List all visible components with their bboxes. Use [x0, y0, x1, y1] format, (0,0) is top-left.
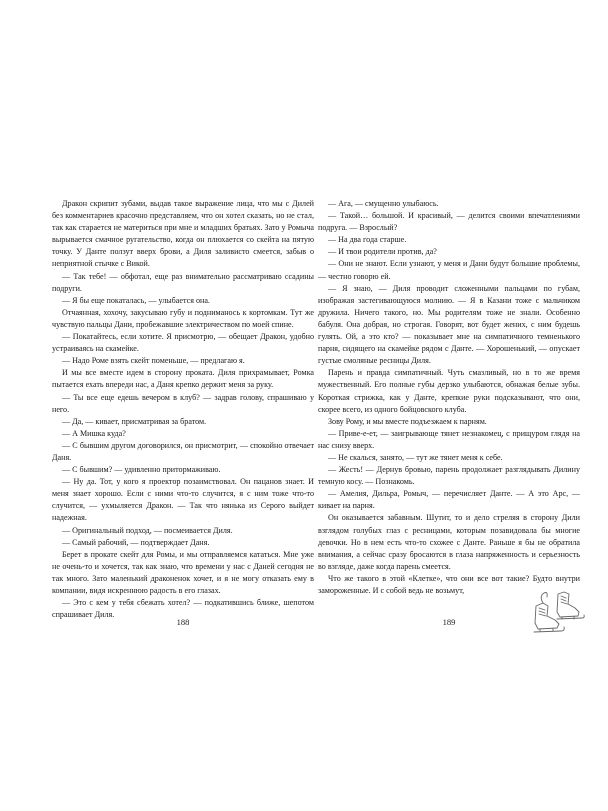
- paragraph: Берет в прокате скейт для Ромы, и мы отправляемся кататься. Мне уже не очень-то и хочется, так как знаю, что времени у нас с Даней сегодня не так много. Зато маленький драконенок хочет, и я не могу отказать ему в компании, видя искреннюю радость в его глазах.: [52, 549, 314, 595]
- paragraph: — С бывшим? — удивленно притормаживаю.: [62, 465, 221, 475]
- paragraph: — И твои родители против, да?: [328, 247, 437, 257]
- paragraph: — Я знаю, — Диля проводит сложенными пальцами по губам, изображая застегивающуюся молнию. — Я в Казани тоже с мальчиком дружила. Ничего такого, но. Мы родителям тоже не знали. Особенно бабуля. Она добрая, но строгая. Говорят, вот будет жених, с ним будешь гулять. Ой, а это кто? — показывает мне на симпатичного темненького парня, сидящего на скамейке рядом с Данте. — Хорошенький, — опускает густые смоляные ресницы Диля.: [318, 283, 580, 366]
- left-page-text: [52, 198, 314, 621]
- paragraph: — Не скалься, занято, — тут же тянет меня к себе.: [328, 452, 503, 462]
- paragraph: — На два года старше.: [328, 235, 407, 245]
- paragraph: — Жесть! — Дернув бровью, парень продолжает разглядывать Дилину темную косу. — Познакомь.: [318, 465, 580, 487]
- paragraph: — Самый рабочий, — подтверждает Даня.: [62, 537, 210, 547]
- paragraph: — Ну да. Тот, у кого я проектор позаимствовал. Он пацанов знает. И меня знает хорошо. Если с ними что-то случится, я с ним тоже что-то случится, — ухмыляется Дракон. — Так что нянька из Серого выйдет надежная.: [52, 477, 314, 523]
- paragraph: — Я бы еще покаталась, — улыбается она.: [62, 295, 210, 305]
- ice-skates-icon: [527, 588, 589, 636]
- paragraph: Зову Рому, и мы вместе подъезжаем к парням.: [328, 416, 487, 426]
- paragraph: Дракон скрипит зубами, выдав такое выражение лица, что мы с Дилей без комментариев красочно представляем, что он хотел сказать, но не стал, так как старается не материться при мне и младших братьях. Зато у Ромыча вырывается смачное ругательство, когда он плюхается со скейта на пятую точку. У Данте ползут вверх брови, а Диля заливисто смеется, забыв о неприятной стычке с Викой.: [52, 199, 314, 269]
- paragraph: — Да, — кивает, присматривая за братом.: [62, 416, 207, 426]
- paragraph: И мы все вместе идем в сторону проката. Диля прихрамывает, Ромка пытается ехать впереди нас, а Даня крепко держит меня за руку.: [52, 368, 314, 390]
- paragraph: — Ага, — смущенно улыбаюсь.: [328, 199, 439, 208]
- paragraph: — Они не знают. Если узнают, у меня и Дани будут большие проблемы, — честно говорю ей.: [318, 259, 580, 281]
- page-number-right: 189: [442, 617, 456, 627]
- paragraph: — Амелия, Дильра, Ромыч, — перечисляет Данте. — А это Арс, — кивает на парня.: [318, 489, 580, 511]
- paragraph: — Покатайтесь, если хотите. Я присмотрю, — обещает Дракон, удобно устраиваясь на скамейке.: [52, 332, 314, 354]
- paragraph: — С бывшим другом договорился, он присмотрит, — спокойно отвечает Даня.: [52, 440, 314, 462]
- paragraph: — Ты все еще едешь вечером в клуб? — задрав голову, спрашиваю у него.: [52, 392, 314, 414]
- paragraph: — А Мишка куда?: [62, 428, 126, 438]
- paragraph: — Приве-е-ет, — заигрывающе тянет незнакомец, с прищуром глядя на нас снизу вверх.: [318, 428, 580, 450]
- page-number-left: 188: [176, 617, 190, 627]
- paragraph: — Оригинальный подход, — посмеивается Диля.: [62, 525, 233, 535]
- paragraph: Он оказывается забавным. Шутит, то и дело стреляя в сторону Дили взглядом голубых глаз с ресницами, которым позавидовала бы многие девочки. Но в нем есть что-то схожее с Данте. Раньше я бы не обратила внимания, а сейчас сразу бросаются в глаза напряженность и серьезность во взгляде, даже когда парень смеется.: [318, 513, 580, 571]
- paragraph: — Надо Роме взять скейт поменьше, — предлагаю я.: [62, 356, 245, 366]
- paragraph: — Это с кем у тебя сбежать хотел? — подкатившись ближе, шепотом спрашивает Диля.: [52, 598, 314, 620]
- left-page: [52, 198, 314, 618]
- paragraph: Что же такого в этой «Клетке», что они все вот такие? Будто внутри замороженные. И с собой ведь не возьмут,: [318, 573, 580, 595]
- right-page: [318, 198, 580, 618]
- paragraph: — Так тебе! — обфотал, еще раз внимательно рассматриваю ссадины подруги.: [52, 271, 314, 293]
- right-page-text: [318, 198, 580, 597]
- paragraph: — Такой… большой. И красивый, — делится своими впечатлениями подруга. — Взрослый?: [318, 211, 580, 233]
- paragraph: Парень и правда симпатичный. Чуть смазливый, но в то же время мужественный. Его полные губы дерзко улыбаются, обнажая белые зубы. Короткая стрижка, как у Данте, крепкие руки подсказывают, что они, скорее всего, из одного бойцовского клуба.: [318, 368, 580, 414]
- paragraph: Отчаянная, хохочу, закусываю губу и подниманось к кортомкам. Тут же чувствую пальцы Дани, пробежавшие электричеством по моей спине.: [52, 307, 314, 329]
